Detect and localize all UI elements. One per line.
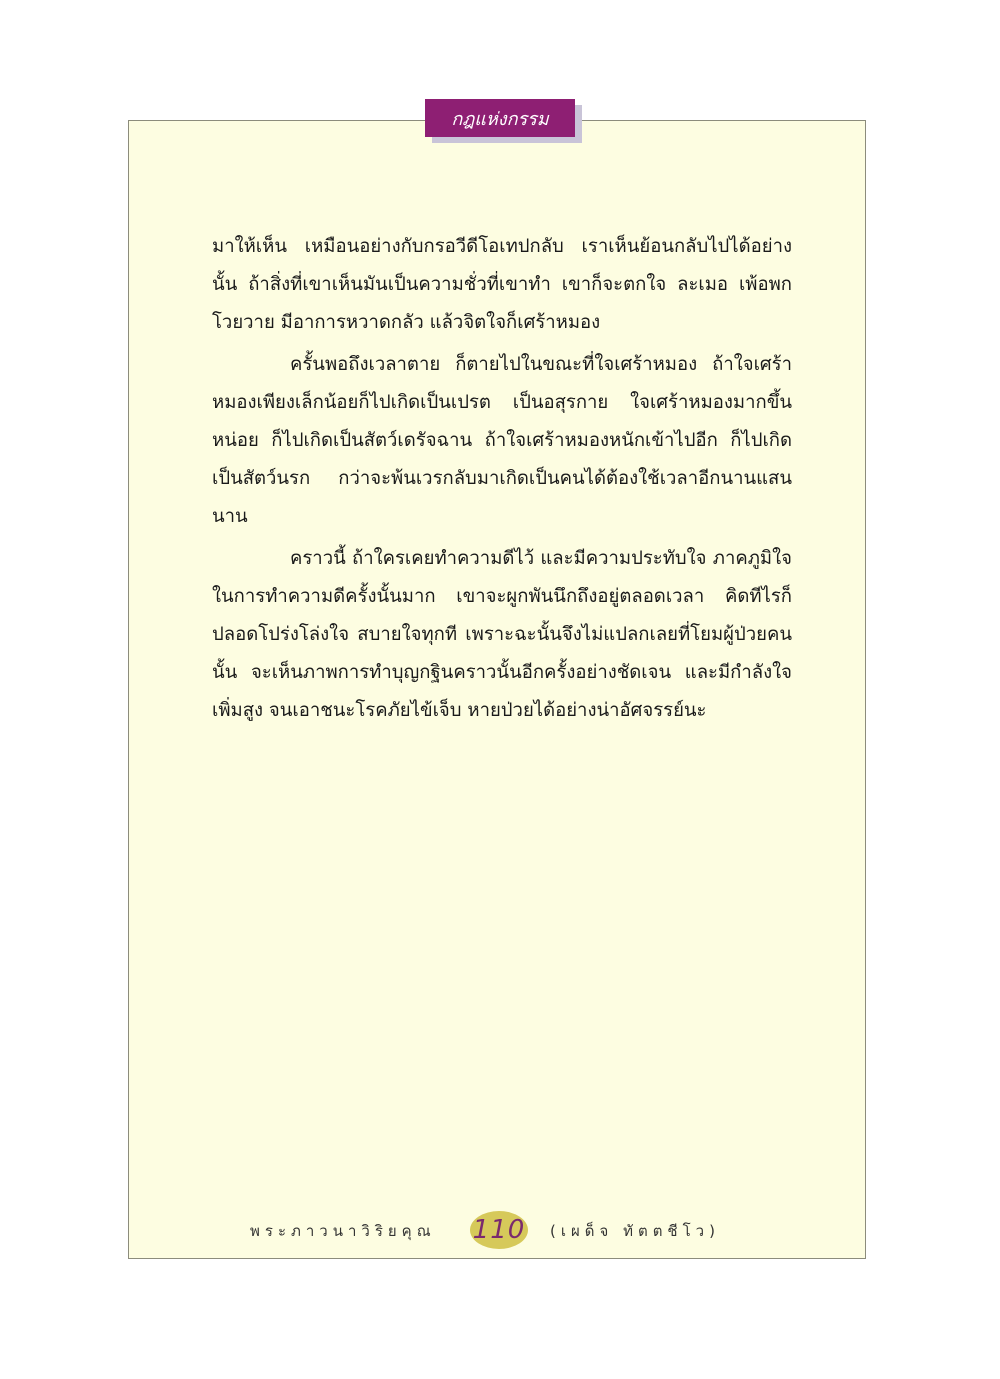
page-number: 110 [470, 1211, 528, 1249]
body-text [212, 228, 792, 734]
paragraph-2: ครั้นพอถึงเวลาตาย ก็ตายไปในขณะที่ใจเศร้าหมอง ถ้าใจเศร้าหมองเพียงเล็กน้อยก็ไปเกิดเป็นเปรต เป็นอสุรกาย ใจเศร้าหมองมากขึ้นหน่อย ก็ไปเกิดเป็นสัตว์เดรัจฉาน ถ้าใจเศร้าหมองหนักเข้าไปอีก ก็ไปเกิดเป็นสัตว์นรก กว่าจะพ้นเวรกลับมาเกิดเป็นคนได้ต้องใช้เวลาอีกนานแสนนาน [212, 353, 792, 528]
author-name: (เผด็จ ทัตตชีโว) [550, 1222, 720, 1240]
paragraph-3: คราวนี้ ถ้าใครเคยทำความดีไว้ และมีความประทับใจ ภาคภูมิใจในการทำความดีครั้งนั้นมาก เขาจะผูกพันนึกถึงอยู่ตลอดเวลา คิดทีไรก็ปลอดโปร่งโล่งใจ สบายใจทุกที เพราะฉะนั้นจึงไม่แปลกเลยที่โยมผู้ป่วยคนนั้น จะเห็นภาพการทำบุญกฐินคราวนั้นอีกครั้งอย่างชัดเจน และมีกำลังใจเพิ่มสูง จนเอาชนะโรคภัยไข้เจ็บ หายป่วยได้อย่างน่าอัศจรรย์นะ [212, 547, 792, 722]
author-title: พระภาวนาวิริยคุณ [250, 1222, 436, 1240]
paragraph-1: มาให้เห็น เหมือนอย่างกับกรอวีดีโอเทปกลับ เราเห็นย้อนกลับไปได้อย่าง นั้น ถ้าสิ่งที่เขาเห็นมันเป็นความชั่วที่เขาทำ เขาก็จะตกใจ ละเมอ เพ้อพก โวยวาย มีอาการหวาดกลัว แล้วจิตใจก็เศร้าหมอง [212, 236, 792, 334]
page-footer [250, 1211, 750, 1251]
chapter-title-tab: กฎแห่งกรรม [425, 99, 575, 137]
